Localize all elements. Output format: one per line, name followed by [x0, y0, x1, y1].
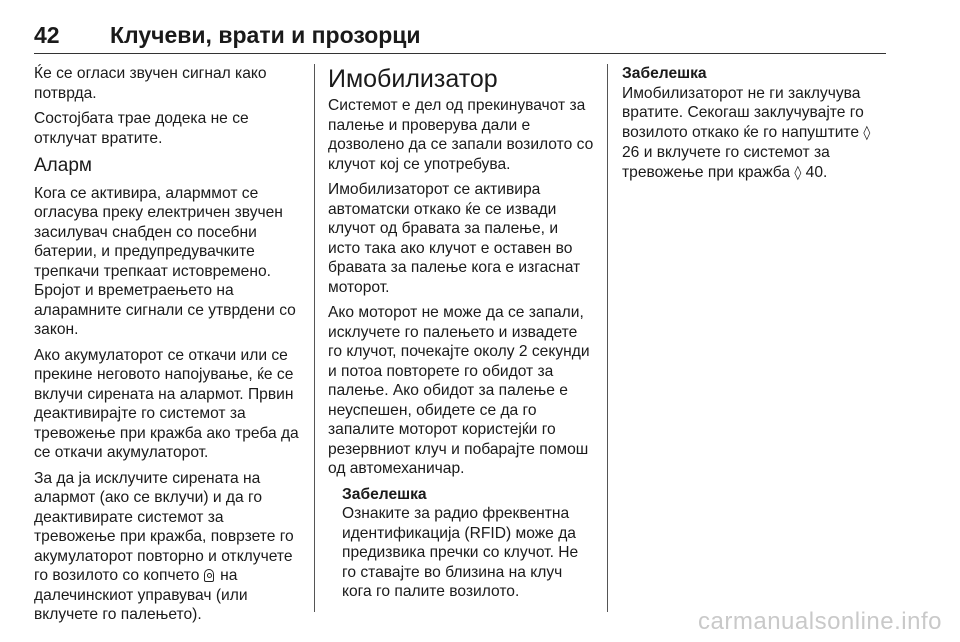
paragraph-confirm-signal: Ќе се огласи звучен сигнал како потврда. — [34, 65, 267, 102]
note-doors-text-a: Имобилизаторот не ги заклучува вратите. Секогаш заклучувајте го возилото откако ќе го напуштите — [622, 84, 864, 141]
paragraph-alarm-activation: Кога се активира, аларммот се огласува преку електричен звучен засилувач снабден со посебни батерии, и предупредувачките трепкачи трепкаат истовремено. Бројот и времетраењето на аларамните сигнали се утврдени со закон. — [34, 184, 296, 338]
reference-arrow-icon: ◊ — [863, 124, 871, 141]
immobilizer-heading: Имобилизатор — [328, 65, 498, 93]
page-header — [34, 22, 886, 52]
note-doors-text-b: и вклучете го системот за тревожење при кражба — [622, 144, 830, 181]
paragraph-battery-disconnect: Ако акумулаторот се откачи или се прекине неговото напојување, ќе се вклучи сирената на алармот. Првин деактивирајте го системот за тревожење при кражба ако треба да се откачи акумулаторот. — [34, 346, 299, 461]
column-divider-2 — [607, 64, 608, 612]
column-right — [622, 64, 888, 183]
note-heading: Забелешка — [342, 485, 427, 503]
column-middle — [328, 64, 594, 602]
siren-off-text-b: на далечинскиот управувач (или вклучете го палењето). — [34, 567, 248, 623]
note-doors-text-c: . — [823, 163, 828, 181]
note-heading: Забелешка — [622, 65, 707, 82]
paragraph-siren-off — [34, 469, 300, 625]
paragraph-engine-not-start: Ако моторот не може да се запали, исклучете го палењето и извадете го клучот, почекајте околу 2 секунди и потоа повторете го обидот за палење. Ако обидот за палење е неуспешен, обидете се да го запалите моторот користејќи го резервниот клуч и побарајте помош од автомеханичар. — [328, 304, 590, 477]
page-ref-40[interactable]: 40 — [801, 163, 824, 181]
page-ref-26[interactable]: 26 — [622, 144, 640, 161]
chapter-title: Клучеви, врати и прозорци — [110, 22, 421, 48]
note-doors — [622, 64, 888, 183]
paragraph-immobilizer-system: Системот е дел од прекинувачот за палење и проверува дали е дозволено да се запали возилото со клучот кој се употребува. — [328, 97, 594, 173]
column-left — [34, 64, 300, 631]
page-number: 42 — [34, 22, 60, 48]
note-rfid-text: Ознаките за радио фреквентна идентификација (RFID) може да предизвика пречки со клучот. Не го ставајте во близина на клуч кога го палите возилото. — [342, 505, 579, 600]
column-divider-1 — [314, 64, 315, 612]
siren-off-text-a: За да ја исклучите сирената на алармот (ако се вклучи) и да го деактивирате системот за тревожење при кражба, поврзете го акумулаторот повторно и отклучете го возилото со копчето — [34, 469, 294, 584]
keyfob-unlock-icon — [204, 569, 214, 582]
note-rfid — [328, 485, 594, 602]
paragraph-immobilizer-activation: Имобилизаторот се активира автоматски откако ќе се извади клучот од бравата за палење, и исто така ако клучот е оставен во бравата за палење кога е изгаснат моторот. — [328, 181, 581, 296]
reference-arrow-icon: ◊ — [794, 164, 802, 181]
paragraph-state-lasts: Состојбата трае додека не се отклучат вратите. — [34, 110, 249, 147]
watermark: carmanualsonline.info — [698, 608, 942, 635]
header-rule — [34, 53, 886, 54]
alarm-heading: Аларм — [34, 155, 92, 176]
